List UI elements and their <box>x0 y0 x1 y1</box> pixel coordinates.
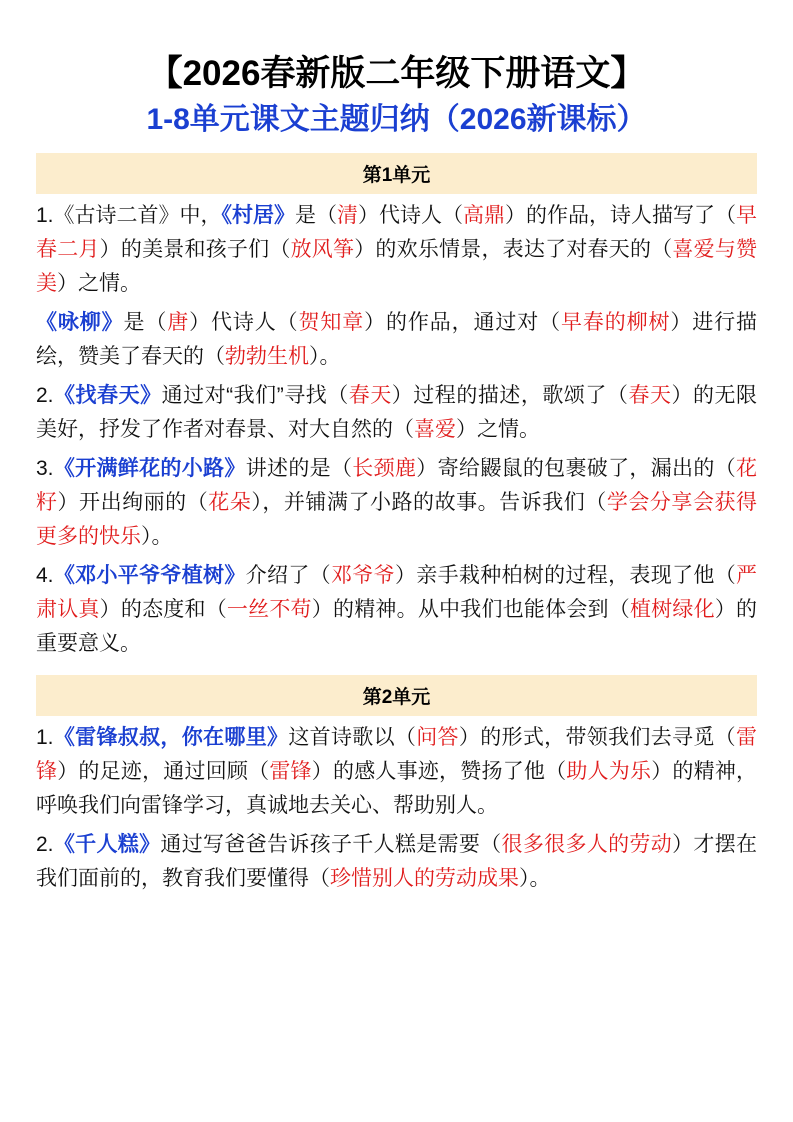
text-run: 学会分享会获得更多的快乐 <box>36 490 758 548</box>
unit-heading: 第1单元 <box>36 153 757 194</box>
text-run: 讲述的是（ <box>245 456 353 480</box>
text-run: 勃勃生机 <box>225 344 309 368</box>
text-run: 这首诗歌以（ <box>288 725 417 749</box>
text-run: 春天 <box>348 383 392 407</box>
summary-paragraph <box>36 379 757 447</box>
text-run: ）的足迹，通过回顾（ <box>57 759 270 783</box>
text-run: 通过对“我们”寻找（ <box>161 383 349 407</box>
text-run: 一丝不苟 <box>226 597 312 621</box>
text-run: ），并铺满了小路的故事。告诉我们（ <box>251 490 607 514</box>
text-run: ）。 <box>141 524 173 548</box>
text-run: ）的精神，呼唤我们向雷锋学习，真诚地去关心、帮助别人。 <box>36 759 758 817</box>
text-run: 中， <box>179 203 222 227</box>
text-run: 4. <box>36 563 54 587</box>
text-run: ）才摆在我们面前的，教育我们要懂得（ <box>36 833 758 891</box>
text-run: 《千人糕》 <box>53 833 161 856</box>
text-run: 早春二月 <box>36 203 758 261</box>
text-run: ）的重要意义。 <box>36 597 758 655</box>
text-run: 助人为乐 <box>566 759 652 783</box>
text-run: 《雷锋叔叔，你在哪里》 <box>53 725 289 749</box>
summary-paragraph <box>36 452 757 554</box>
text-run: 《找春天》 <box>53 383 162 407</box>
text-run: 《村居》 <box>221 203 296 227</box>
summary-paragraph <box>36 828 757 896</box>
text-run: 邓爷爷 <box>330 563 395 587</box>
units-container <box>36 153 757 896</box>
text-run: 2. <box>36 383 54 407</box>
text-run: ）代诗人（ <box>189 310 299 334</box>
text-run: 《开满鲜花的小路》 <box>53 456 246 480</box>
unit-heading: 第2单元 <box>36 675 757 716</box>
text-run: 严肃认真 <box>36 563 758 621</box>
text-run: ）的欢乐情景，表达了对春天的（ <box>354 237 673 261</box>
text-run: 是（ <box>123 310 168 334</box>
text-run: ）的精神。从中我们也能体会到（ <box>311 597 630 621</box>
text-run: ）的无限美好，抒发了作者对春景、对大自然的（ <box>36 383 758 441</box>
text-run: 珍惜别人的劳动成果 <box>330 867 519 891</box>
text-run: ）进行描绘，赞美了春天的（ <box>36 310 757 368</box>
text-run: 喜爱 <box>414 417 456 441</box>
text-run: ）。 <box>519 867 551 891</box>
text-run: 花朵 <box>208 490 252 514</box>
text-run: 春天 <box>628 383 672 407</box>
text-run: ）亲手栽种柏树的过程，表现了他（ <box>394 563 737 587</box>
text-run: ）。 <box>309 344 341 368</box>
text-run: 长颈鹿 <box>352 456 417 480</box>
text-run: 《古诗二首》 <box>53 203 180 227</box>
text-run: ）的作品，通过对（ <box>364 310 561 334</box>
text-run: 雷锋 <box>269 759 312 783</box>
text-run: ）的形式，带领我们去寻觅（ <box>458 725 737 749</box>
summary-paragraph <box>36 306 757 374</box>
text-run: 植树绿化 <box>629 597 715 621</box>
text-run: ）开出绚丽的（ <box>57 490 209 514</box>
text-run: 放风筝 <box>290 237 355 261</box>
summary-paragraph <box>36 199 757 301</box>
text-run: ）之情。 <box>456 417 540 441</box>
text-run: 很多很多人的劳动 <box>501 833 673 856</box>
text-run: 问答 <box>416 725 459 749</box>
summary-paragraph <box>36 721 757 823</box>
text-run: 高鼎 <box>463 203 506 227</box>
text-run: ）的态度和（ <box>99 597 227 621</box>
text-run: ）代诗人（ <box>358 203 464 227</box>
text-run: 是（ <box>295 203 338 227</box>
page-subtitle: 1-8单元课文主题归纳（2026新课标） <box>146 102 647 136</box>
text-run: 清 <box>337 203 359 227</box>
text-run: ）寄给鼹鼠的包裹破了，漏出的（ <box>416 456 737 480</box>
text-run: 《邓小平爷爷植树》 <box>53 563 246 587</box>
text-run: 2. <box>36 833 54 856</box>
text-run: ）的美景和孩子们（ <box>99 237 291 261</box>
summary-paragraph <box>36 559 757 661</box>
text-run: 喜爱与赞美 <box>36 237 758 295</box>
text-run: 雷锋 <box>36 725 758 783</box>
page-title: 【2026春新版二年级下册语文】 <box>147 54 646 93</box>
text-run: 贺知章 <box>298 310 365 334</box>
text-run: ）的感人事迹，赞扬了他（ <box>311 759 567 783</box>
text-run: ）过程的描述，歌颂了（ <box>391 383 629 407</box>
text-run: 唐 <box>167 310 190 334</box>
text-run: 1. <box>36 203 54 227</box>
text-run: ）之情。 <box>57 271 141 295</box>
text-run: 通过写爸爸告诉孩子千人糕是需要（ <box>160 833 502 856</box>
text-run: ）的作品，诗人描写了（ <box>505 203 737 227</box>
text-run: 3. <box>36 456 54 480</box>
text-run: 《咏柳》 <box>36 310 124 334</box>
text-run: 介绍了（ <box>245 563 331 587</box>
text-run: 早春的柳树 <box>561 310 671 334</box>
text-run: 花籽 <box>36 456 758 514</box>
text-run: 1. <box>36 725 54 749</box>
